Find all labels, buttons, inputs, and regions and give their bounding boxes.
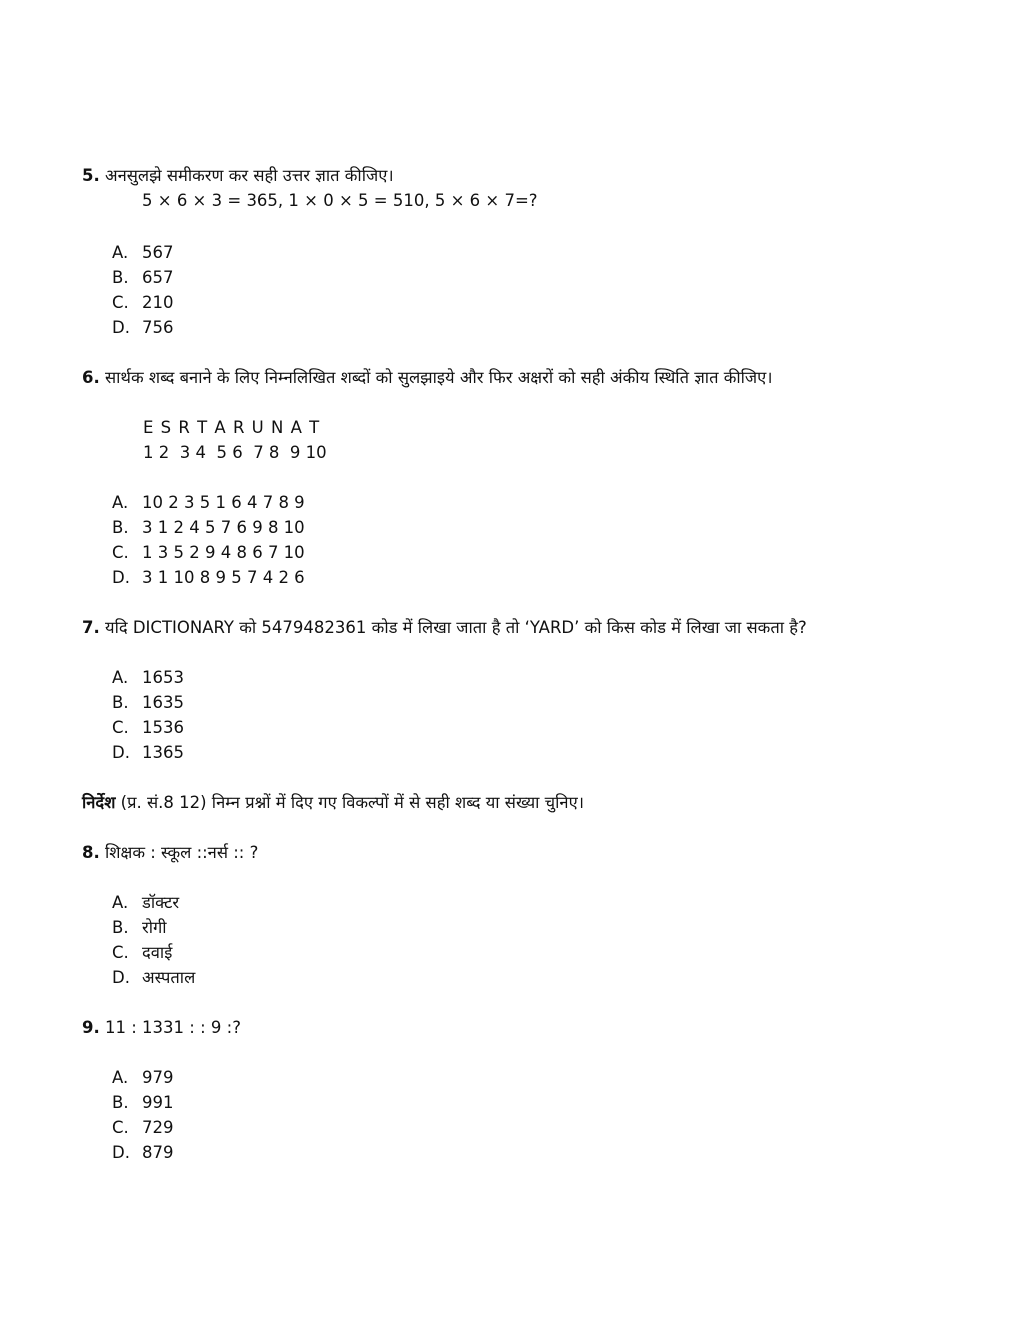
q5-option-d bbox=[112, 317, 174, 339]
question-9 bbox=[82, 1017, 241, 1039]
q7-option-d bbox=[112, 742, 184, 764]
q6-option-c bbox=[112, 542, 305, 564]
option-text: 3 1 2 4 5 7 6 9 8 10 bbox=[142, 518, 305, 537]
q6-option-d bbox=[112, 567, 305, 589]
option-text: दवाई bbox=[142, 943, 173, 962]
q8-option-c bbox=[112, 942, 172, 964]
option-text: 729 bbox=[142, 1118, 174, 1137]
option-letter: B. bbox=[112, 918, 129, 937]
q8-option-d bbox=[112, 967, 195, 989]
option-text: 657 bbox=[142, 268, 174, 287]
q7-option-a bbox=[112, 667, 184, 689]
directive-label: निर्देश bbox=[82, 793, 116, 812]
q5-option-b bbox=[112, 267, 174, 289]
q9-option-d bbox=[112, 1142, 174, 1164]
option-letter: B. bbox=[112, 693, 129, 712]
option-text: 1536 bbox=[142, 718, 184, 737]
option-text: डॉक्टर bbox=[142, 893, 180, 912]
option-text: 1 3 5 2 9 4 8 6 7 10 bbox=[142, 543, 305, 562]
option-text: 1365 bbox=[142, 743, 184, 762]
q5-option-c bbox=[112, 292, 174, 314]
option-text: 1653 bbox=[142, 668, 184, 687]
option-text: 3 1 10 8 9 5 7 4 2 6 bbox=[142, 568, 305, 587]
question-text: 11 : 1331 : : 9 :? bbox=[105, 1018, 241, 1037]
option-text: अस्पताल bbox=[142, 968, 196, 987]
option-letter: D. bbox=[112, 968, 130, 987]
option-letter: D. bbox=[112, 743, 130, 762]
option-text: 879 bbox=[142, 1143, 174, 1162]
option-letter: A. bbox=[112, 243, 129, 262]
option-letter: B. bbox=[112, 518, 129, 537]
question-number: 9. bbox=[82, 1018, 100, 1037]
option-letter: D. bbox=[112, 568, 130, 587]
option-letter: C. bbox=[112, 543, 129, 562]
question-5-equation: 5 × 6 × 3 = 365, 1 × 0 × 5 = 510, 5 × 6 × 7=? bbox=[142, 191, 538, 210]
question-text: शिक्षक : स्कूल ::नर्स :: ? bbox=[105, 843, 259, 862]
option-text: 210 bbox=[142, 293, 174, 312]
option-letter: C. bbox=[112, 943, 129, 962]
option-letter: A. bbox=[112, 668, 129, 687]
option-letter: C. bbox=[112, 1118, 129, 1137]
q9-option-a bbox=[112, 1067, 174, 1089]
question-6-positions: 1 2 3 4 5 6 7 8 9 10 bbox=[143, 443, 327, 462]
question-text: सार्थक शब्द बनाने के लिए निम्नलिखित शब्दों को सुलझाइये और फिर अक्षरों को सही अंकीय स्थिति ज्ञात कीजिए। bbox=[105, 368, 773, 387]
question-6-letters: E S R T A R U N A T bbox=[143, 418, 321, 437]
question-6 bbox=[82, 367, 773, 389]
option-text: 979 bbox=[142, 1068, 174, 1087]
directive-text: (प्र. सं.8 12) निम्न प्रश्नों में दिए गए विकल्पों में से सही शब्द या संख्या चुनिए। bbox=[115, 793, 584, 812]
option-letter: A. bbox=[112, 1068, 129, 1087]
q6-option-a bbox=[112, 492, 305, 514]
q5-option-a bbox=[112, 242, 174, 264]
question-number: 8. bbox=[82, 843, 100, 862]
q7-option-b bbox=[112, 692, 184, 714]
question-5 bbox=[82, 165, 394, 187]
q6-option-b bbox=[112, 517, 305, 539]
option-text: रोगी bbox=[142, 918, 167, 937]
q9-option-b bbox=[112, 1092, 174, 1114]
option-text: 991 bbox=[142, 1093, 174, 1112]
option-letter: D. bbox=[112, 1143, 130, 1162]
q8-option-b bbox=[112, 917, 167, 939]
q8-option-a bbox=[112, 892, 179, 914]
option-letter: D. bbox=[112, 318, 130, 337]
directive bbox=[82, 792, 584, 814]
q7-option-c bbox=[112, 717, 184, 739]
option-letter: B. bbox=[112, 1093, 129, 1112]
question-number: 5. bbox=[82, 166, 100, 185]
option-letter: A. bbox=[112, 493, 129, 512]
option-letter: C. bbox=[112, 293, 129, 312]
question-text: अनसुलझे समीकरण कर सही उत्तर ज्ञात कीजिए। bbox=[105, 166, 394, 185]
option-letter: A. bbox=[112, 893, 129, 912]
question-7 bbox=[82, 617, 807, 639]
option-text: 1635 bbox=[142, 693, 184, 712]
q9-option-c bbox=[112, 1117, 174, 1139]
option-letter: C. bbox=[112, 718, 129, 737]
question-8 bbox=[82, 842, 258, 864]
option-text: 756 bbox=[142, 318, 174, 337]
option-text: 10 2 3 5 1 6 4 7 8 9 bbox=[142, 493, 305, 512]
question-number: 6. bbox=[82, 368, 100, 387]
option-text: 567 bbox=[142, 243, 174, 262]
option-letter: B. bbox=[112, 268, 129, 287]
question-text: यदि DICTIONARY को 5479482361 कोड में लिखा जाता है तो ‘YARD’ को किस कोड में लिखा जा सकता है? bbox=[105, 618, 807, 637]
question-number: 7. bbox=[82, 618, 100, 637]
